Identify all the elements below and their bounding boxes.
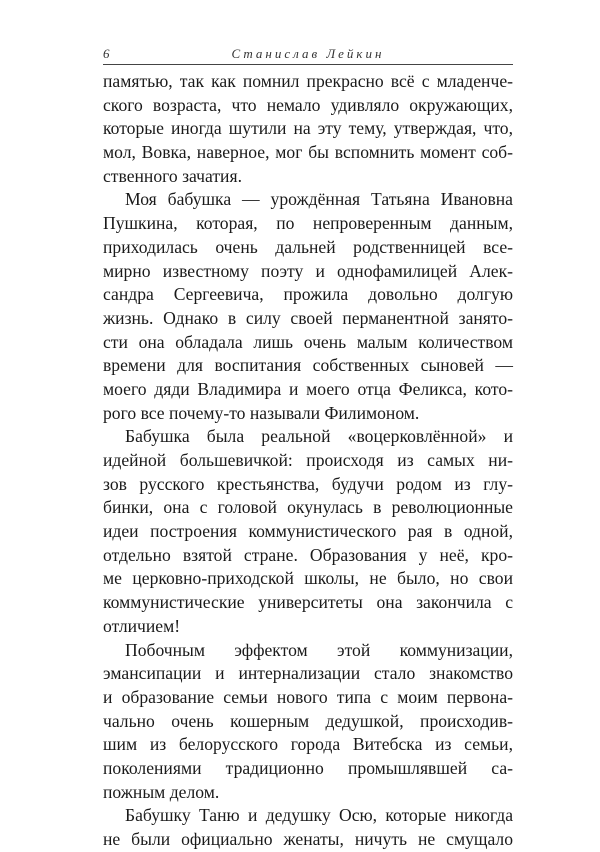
text-line: сти она обладала лишь очень малым количеством xyxy=(103,331,513,352)
text-line: Бабушку Таню и дедушку Осю, которые никогда xyxy=(125,805,513,826)
text-line: чально очень кошерным дедушкой, происходив- xyxy=(103,710,513,731)
text-line: сандра Сергеевича, прожила довольно долгую xyxy=(103,284,513,305)
text-line: ственного зачатия. xyxy=(103,165,242,186)
text-line: отличием! xyxy=(103,615,181,636)
running-title: Станислав Лейкин xyxy=(231,46,385,61)
text-line: которые иногда шутили на эту тему, утверждая, что, xyxy=(103,118,513,139)
text-line: Бабушка была реальной «воцерковлённой» и xyxy=(125,426,513,447)
text-line: приходилась очень дальней родственницей все- xyxy=(103,236,513,257)
text-line: поколениями традиционно промышлявшей са- xyxy=(103,757,513,778)
text-line: ского возраста, что немало удивляло окружающих, xyxy=(103,94,513,115)
text-line: пожным делом. xyxy=(103,781,220,802)
running-head xyxy=(103,46,513,64)
text-line: зов русского крестьянства, будучи родом из глу- xyxy=(103,473,513,494)
text-line: эмансипации и интернализации стало знакомство xyxy=(103,663,513,684)
text-line: отдельно взятой стране. Образования у неё, кро- xyxy=(103,544,513,565)
text-line: рого все почему-то называли Филимоном. xyxy=(103,402,420,423)
text-line: памятью, так как помнил прекрасно всё с младенче- xyxy=(103,71,513,91)
text-line: времени для воспитания собственных сыновей — xyxy=(103,355,513,376)
text-line: идеи построения коммунистического рая в одной, xyxy=(103,521,513,542)
text-line: идейной большевичкой: происходя из самых ни- xyxy=(103,450,513,470)
text-line: Побочным эффектом этой коммунизации, xyxy=(125,639,513,660)
text-line: не были официально женаты, ничуть не смущало xyxy=(103,829,513,849)
text-line: и образование семьи нового типа с моим первона- xyxy=(103,686,513,707)
text-line: мол, Вовка, наверное, мог бы вспомнить момент соб- xyxy=(103,142,513,163)
text-line: моего дяди Владимира и моего отца Феликса, кото- xyxy=(103,378,513,399)
text-line: жизнь. Однако в силу своей перманентной занято- xyxy=(103,307,513,328)
text-line: шим из белорусского города Витебска из семьи, xyxy=(103,734,513,755)
text-line: Пушкина, которая, по непроверенным данным, xyxy=(103,213,513,234)
text-line: Моя бабушка — урождённая Татьяна Ивановна xyxy=(125,189,513,210)
header-rule xyxy=(103,64,513,65)
body-text xyxy=(103,70,513,852)
text-line: ме церковно-приходской школы, не было, но свои xyxy=(103,568,513,589)
text-line: мирно известному поэту и однофамилицей Алек- xyxy=(103,260,513,281)
text-line: коммунистические университеты она закончила с xyxy=(103,592,513,613)
page-number: 6 xyxy=(103,46,110,61)
text-line: бинки, она с головой окунулась в революционные xyxy=(103,497,513,518)
